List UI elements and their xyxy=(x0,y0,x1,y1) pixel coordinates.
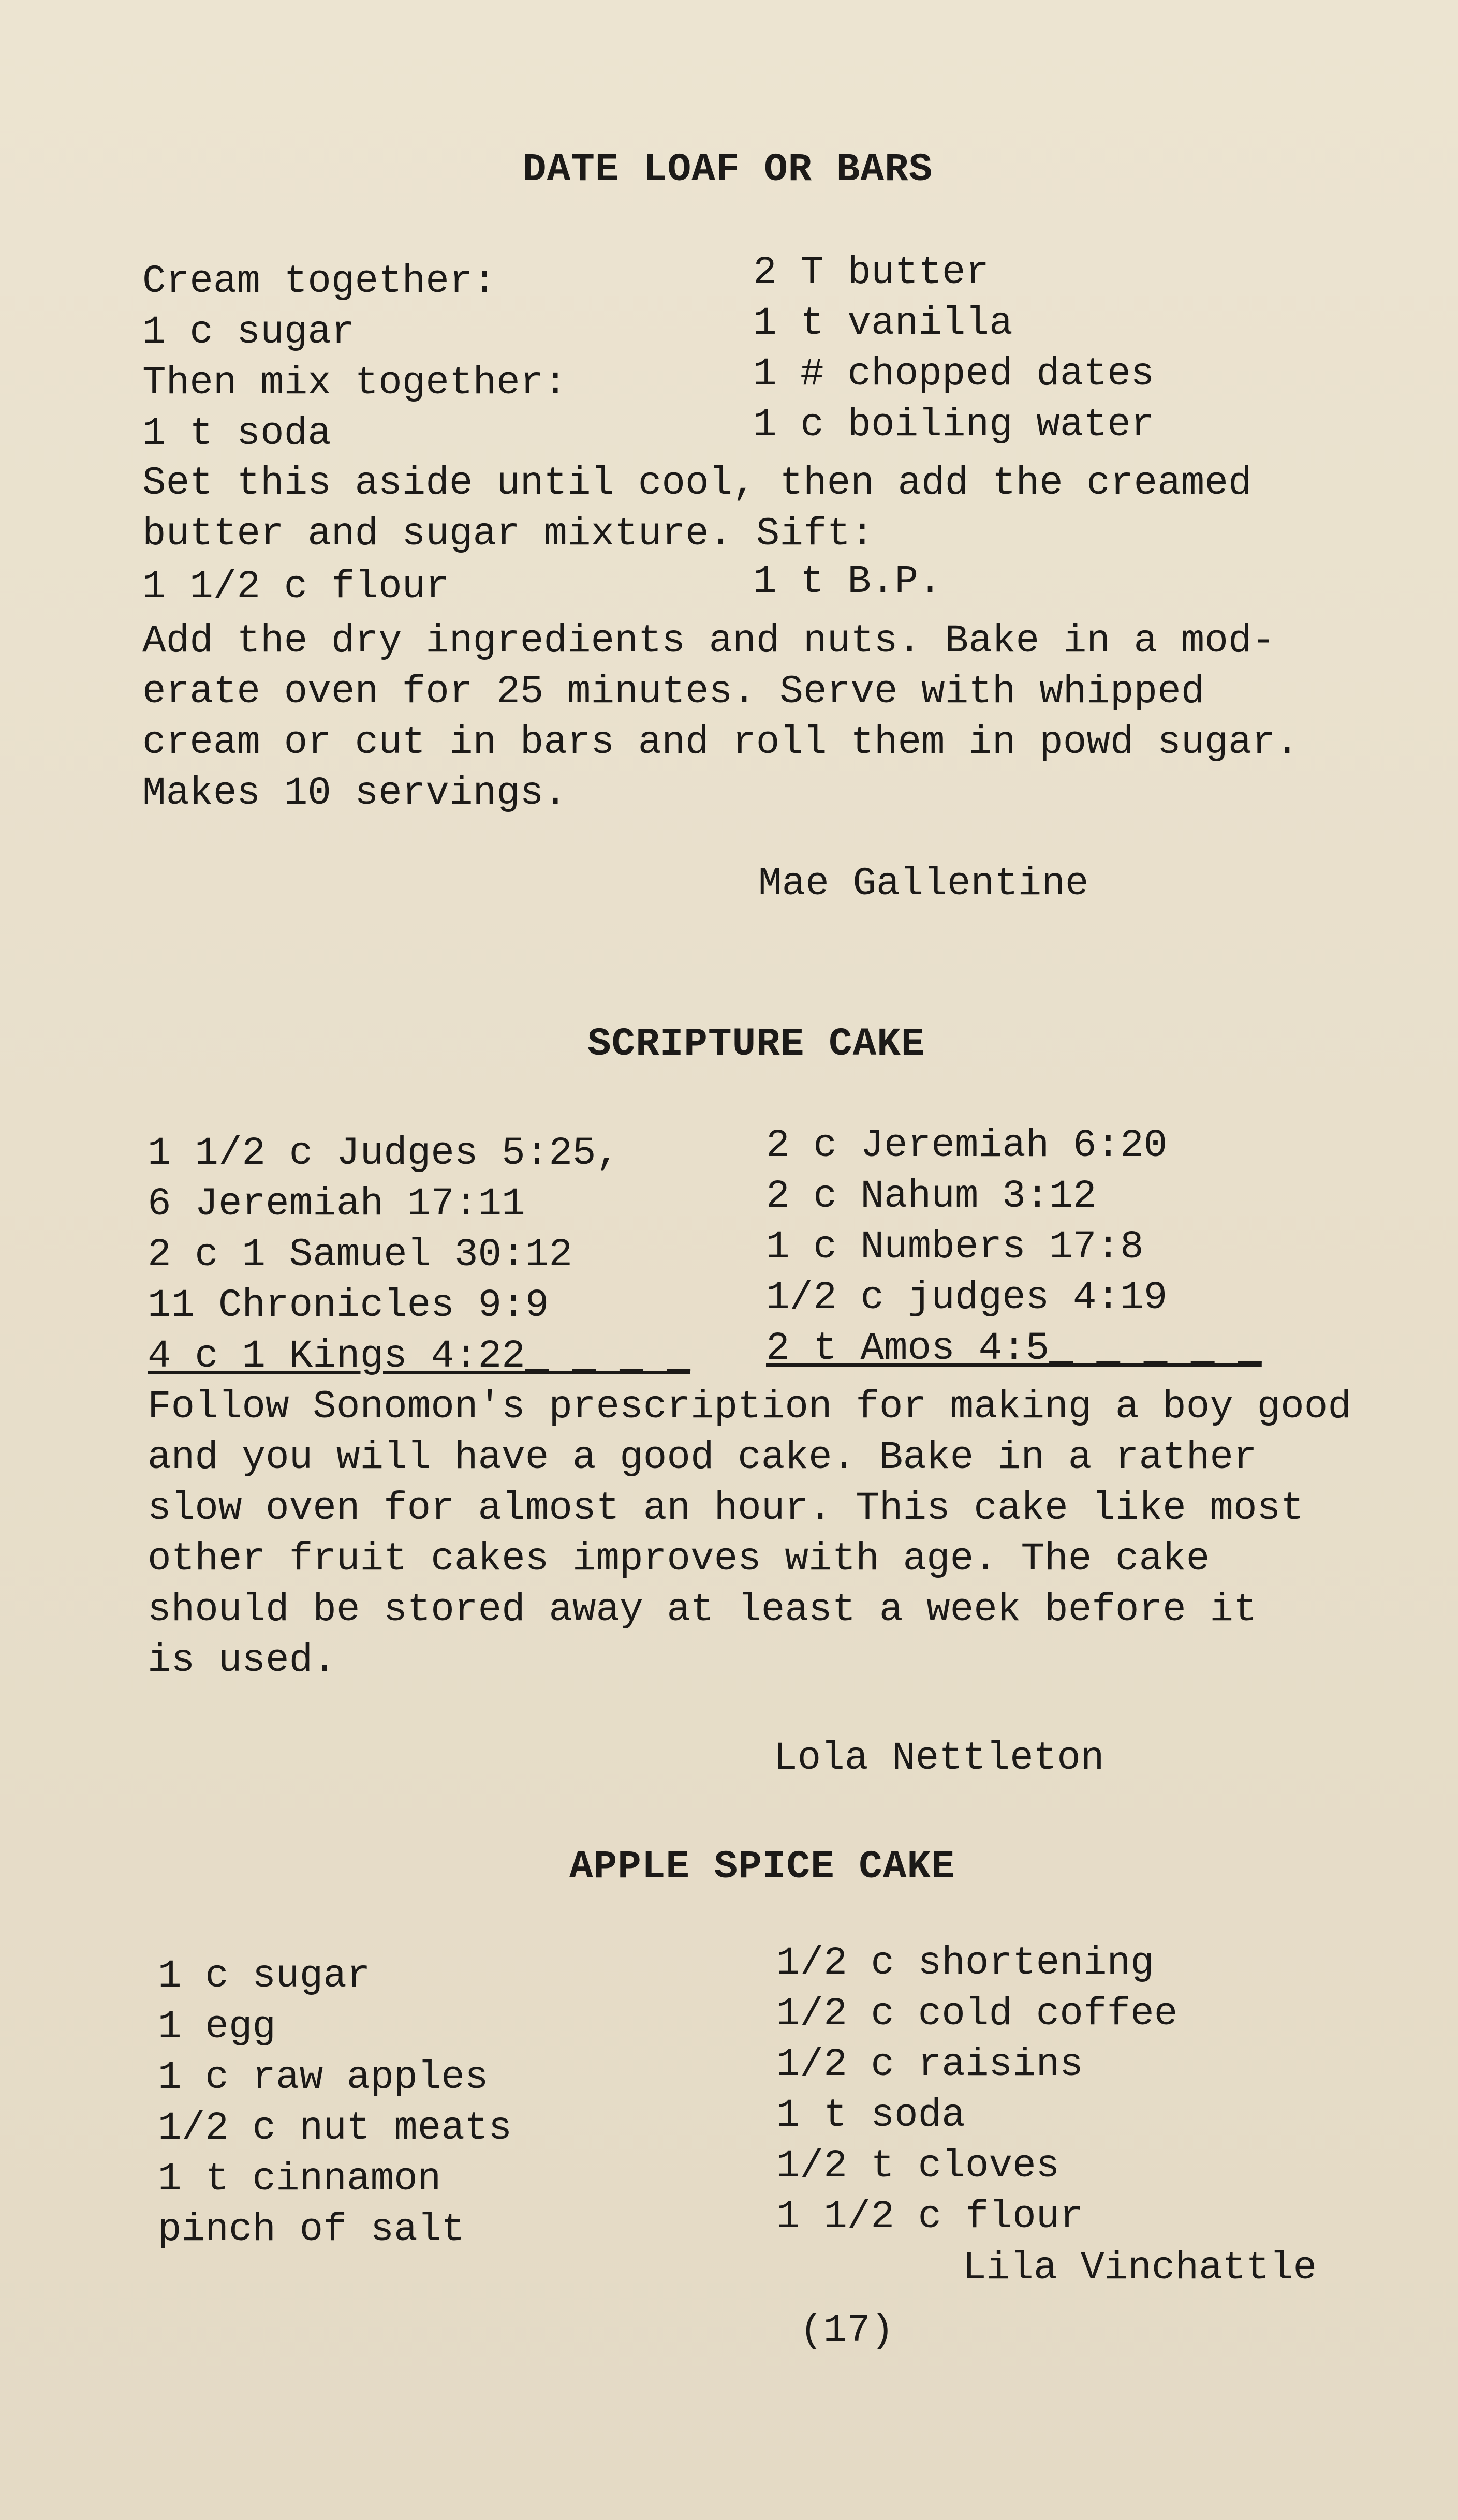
date-loaf-left-ingredients xyxy=(142,256,567,459)
apple-spice-right-ingredients xyxy=(776,1938,1177,2242)
instruction-line: Follow Sonomon's prescription for making a boy good xyxy=(148,1385,1351,1429)
ingredient-line: Cream together: xyxy=(142,259,497,304)
instruction-line: is used. xyxy=(148,1638,336,1683)
ingredient-line: 2 c 1 Samuel 30:12 xyxy=(148,1233,572,1277)
recipe-title-date-loaf: DATE LOAF OR BARS xyxy=(523,147,933,192)
instruction-line: Add the dry ingredients and nuts. Bake in a mod- xyxy=(142,619,1276,663)
page-number: (17) xyxy=(800,2308,894,2353)
ingredient-line: 2 t Amos 4:5_ _ _ _ _ xyxy=(766,1326,1262,1371)
author-apple-spice-cake: Lila Vinchattle xyxy=(963,2246,1317,2290)
ingredient-line: 1/2 c nut meats xyxy=(158,2106,512,2151)
author-scripture-cake: Lola Nettleton xyxy=(774,1736,1104,1781)
ingredient-baking-powder: 1 t B.P. xyxy=(753,559,942,604)
ingredient-line: pinch of salt xyxy=(158,2207,465,2252)
ingredient-line: 1 1/2 c flour xyxy=(776,2195,1083,2239)
ingredient-line: 11 Chronicles 9:9 xyxy=(148,1283,549,1328)
ingredient-line: 1/2 c judges 4:19 xyxy=(766,1276,1168,1320)
recipe-title-apple-spice-cake: APPLE SPICE CAKE xyxy=(569,1845,955,1889)
ingredient-flour: 1 1/2 c flour xyxy=(142,565,449,609)
ingredient-line: 1 # chopped dates xyxy=(753,352,1155,396)
date-loaf-right-ingredients xyxy=(753,247,1154,450)
ingredient-line: 1 c raw apples xyxy=(158,2055,489,2100)
recipe-title-scripture-cake: SCRIPTURE CAKE xyxy=(587,1022,925,1066)
ingredient-line: Then mix together: xyxy=(142,361,567,405)
scripture-cake-instructions xyxy=(148,1382,1351,1686)
instruction-line: should be stored away at least a week before it xyxy=(148,1588,1257,1632)
scripture-cake-right-ingredients xyxy=(766,1120,1262,1374)
instruction-line: erate oven for 25 minutes. Serve with whipped xyxy=(142,670,1205,714)
instruction-line: Makes 10 servings. xyxy=(142,771,567,816)
ingredient-line: 1 1/2 c Judges 5:25, xyxy=(148,1131,620,1176)
date-loaf-instructions-2 xyxy=(142,616,1299,819)
ingredient-line: 4 c 1 Kings 4:22_ _ _ _ xyxy=(148,1334,690,1378)
ingredient-line: 1 c boiling water xyxy=(753,403,1155,447)
ingredient-line: 1 egg xyxy=(158,2005,276,2049)
ingredient-line: 1/2 t cloves xyxy=(776,2144,1060,2188)
instruction-line: and you will have a good cake. Bake in a rather xyxy=(148,1435,1257,1480)
ingredient-line: 1 c sugar xyxy=(158,1954,371,1998)
ingredient-line: 1 c sugar xyxy=(142,310,355,354)
ingredient-line: 1/2 c raisins xyxy=(776,2042,1083,2087)
ingredient-line: 1 t soda xyxy=(142,411,331,456)
ingredient-line: 1 t soda xyxy=(776,2093,965,2138)
instruction-line: butter and sugar mixture. Sift: xyxy=(142,512,874,556)
date-loaf-instructions-1 xyxy=(142,458,1252,559)
ingredient-line: 1/2 c shortening xyxy=(776,1941,1154,1985)
instruction-line: slow oven for almost an hour. This cake like most xyxy=(148,1486,1304,1531)
ingredient-line: 2 c Nahum 3:12 xyxy=(766,1174,1097,1219)
ingredient-line: 1 t cinnamon xyxy=(158,2157,441,2201)
author-date-loaf: Mae Gallentine xyxy=(758,862,1089,906)
apple-spice-left-ingredients xyxy=(158,1951,512,2255)
instruction-line: other fruit cakes improves with age. The cake xyxy=(148,1537,1210,1581)
instruction-line: cream or cut in bars and roll them in powd sugar. xyxy=(142,720,1299,765)
scripture-cake-left-ingredients xyxy=(148,1128,690,1382)
ingredient-line: 1/2 c cold coffee xyxy=(776,1992,1178,2036)
ingredient-line: 6 Jeremiah 17:11 xyxy=(148,1182,525,1226)
ingredient-line: 1 c Numbers 17:8 xyxy=(766,1225,1144,1269)
ingredient-line: 1 t vanilla xyxy=(753,301,1013,346)
ingredient-line: 2 T butter xyxy=(753,250,990,295)
ingredient-line: 2 c Jeremiah 6:20 xyxy=(766,1123,1168,1168)
instruction-line: Set this aside until cool, then add the creamed xyxy=(142,461,1252,506)
